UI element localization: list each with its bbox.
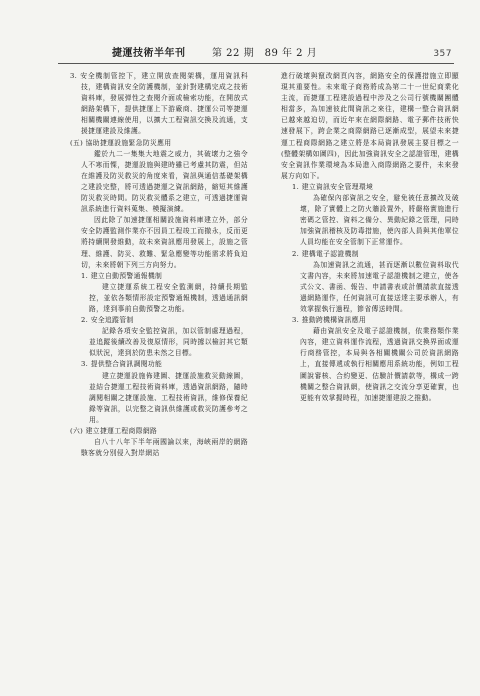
section-5-paragraph-2: 因此除了加速捷運相關設施資料庫建立外，部分安全防護監測作業亦不因員工程竣工而撤永，反而更將持續開發維動，故未來資訊應用發展上，設施之管理、維護、防災、救難、緊急應變等功能需求將負迫切，未來將朝下列三方向努力。 [81, 216, 248, 269]
subsection-3-body: 建立捷運設施佈建圖、捷運設施救災動線圖，並結合捷運工程技術資料庫，透過資訊網路，隨時調閱相關之捷運設施、工程技術資訊，維修保養紀錄等資訊，以完整之資訊供維護或救災防護參考之用。 [89, 371, 248, 424]
item-3-paragraph: 3. 安全機制管控下，建立開放查閱架構，運用資訊科技，建構資訊安全防護機制，並針對建構完成之技術資料庫，發展弹性之查閱介面或檢索功能，在開放式網路架構下，提供捷運上下游廠商、捷運公司等捷運相關機關連線使用，以擴大工程資訊交換及流通，支援捷運建設及維護。 [70, 72, 248, 136]
header-rule [58, 63, 454, 64]
journal-title: 捷運技術半年刊 [112, 48, 186, 59]
right-column [281, 71, 459, 404]
left-column [70, 71, 248, 459]
page-number: 357 [433, 49, 452, 59]
right-subsection-2-heading: 2. 建構電子認證機制 [292, 249, 359, 258]
section-5-paragraph-1: 鑑於九二一集集大地震之威力，其破壞力之強令人不寒而慄，捷運設施與建時雖已考慮其防震，但站在維護及防災救災的角度來看，資訊與通信基礎架構之建設完整，將可透過捷運之資訊網路，縮短其維護防災救災時間。防災救災體系之建立，可透過捷運資訊系統進行資料蒐集、模擬演練。 [81, 149, 248, 214]
subsection-2-body: 記錄各項安全監控資訊，加以管制處理過程，並追蹤後續改善及復原情形，同時據以檢討其它類似狀況，達到於防患未然之目標。 [89, 327, 248, 358]
section-6-paragraph-1: 自八十八年下半年兩國論以來，海峽兩岸的網路駭客就分別侵入對岸網站 [81, 438, 248, 458]
right-subsection-3-heading: 3. 推動跨機構資訊應用 [292, 316, 367, 325]
issue-info: 第 22 期 89 年 2 月 [212, 48, 318, 59]
section-6-heading: (六) 建立捷運工程商際網路 [70, 427, 158, 435]
continued-paragraph: 進行破壞與竄改網頁內容，網路安全的保護措施立即顯現其重要性。未來電子商務將成為第二十一世紀商業化主流，而捷運工程建設過程中涉及之公司行號機關團體相當多，為加速彼此間資訊之來往，建構一整合資訊網已越來越迫切，而近年來在網際網路、電子郵件技術快速發展下，跨企業之商際網路已逐漸成型，展望未來捷運工程商際網路之建立將是本局資訊發展主要目標之一(整體架構如圖四)，因此加強資訊安全之認證管理，建構安全資訊作業環境為本局進入商際網路之要件，未來發展方向如下。 [281, 72, 459, 180]
subsection-3-heading: 3. 提供整合資訊調閱功能 [81, 360, 163, 369]
right-subsection-1-body: 為確保內部資訊之安全，避免被任意擴改及破壞，除了實體上之防火牆設置外，將嚴格實施進行密碼之管控、資料之備分、異動紀錄之管理，同時加強資訊稽核及防毒措施，使內部人員與其他單位人員均能在安全管制下正常運作。 [300, 194, 459, 247]
subsection-1-heading: 1. 建立自動預警通報機制 [81, 271, 163, 280]
right-subsection-1-heading: 1. 建立資訊安全管理環境 [292, 182, 374, 191]
subsection-1-body: 建立捷運系統工程安全監測網，持續長期監控，並依各類情形設定預警通報機制，透過通訊網路，達到事前自動預警之功能。 [89, 282, 248, 313]
right-subsection-2-body: 為加速資訊之流通，甚而逐漸以數位資料取代文書內容，未來將加速電子認證機制之建立，使各式公文、書函、報告、申請書表或計價請款直接透過網路運作，任何資訊可直接送達主要承辦人，有效掌握執行過程，節省傳送時間。 [300, 260, 459, 313]
page-header [112, 47, 452, 61]
section-5-heading: (五) 協助捷運設施緊急防災應用 [70, 138, 172, 147]
right-subsection-3-body: 藉由資訊安全及電子認證機制，依業務類作業內容，建立資料運作流程，透過資訊交換界面或運行商務管控，本局與各相關機關公司於資訊網路上，直接傳遞或執行相關應用系統功能，例如工程圖說審核、合約變更、估驗計價請款等，構成一跨機關之整合資訊網，使資訊之交流分享更確實，也更能有效掌握時程，加速捷運建設之推動。 [300, 327, 459, 402]
subsection-2-heading: 2. 安全追蹤管制 [81, 316, 134, 325]
